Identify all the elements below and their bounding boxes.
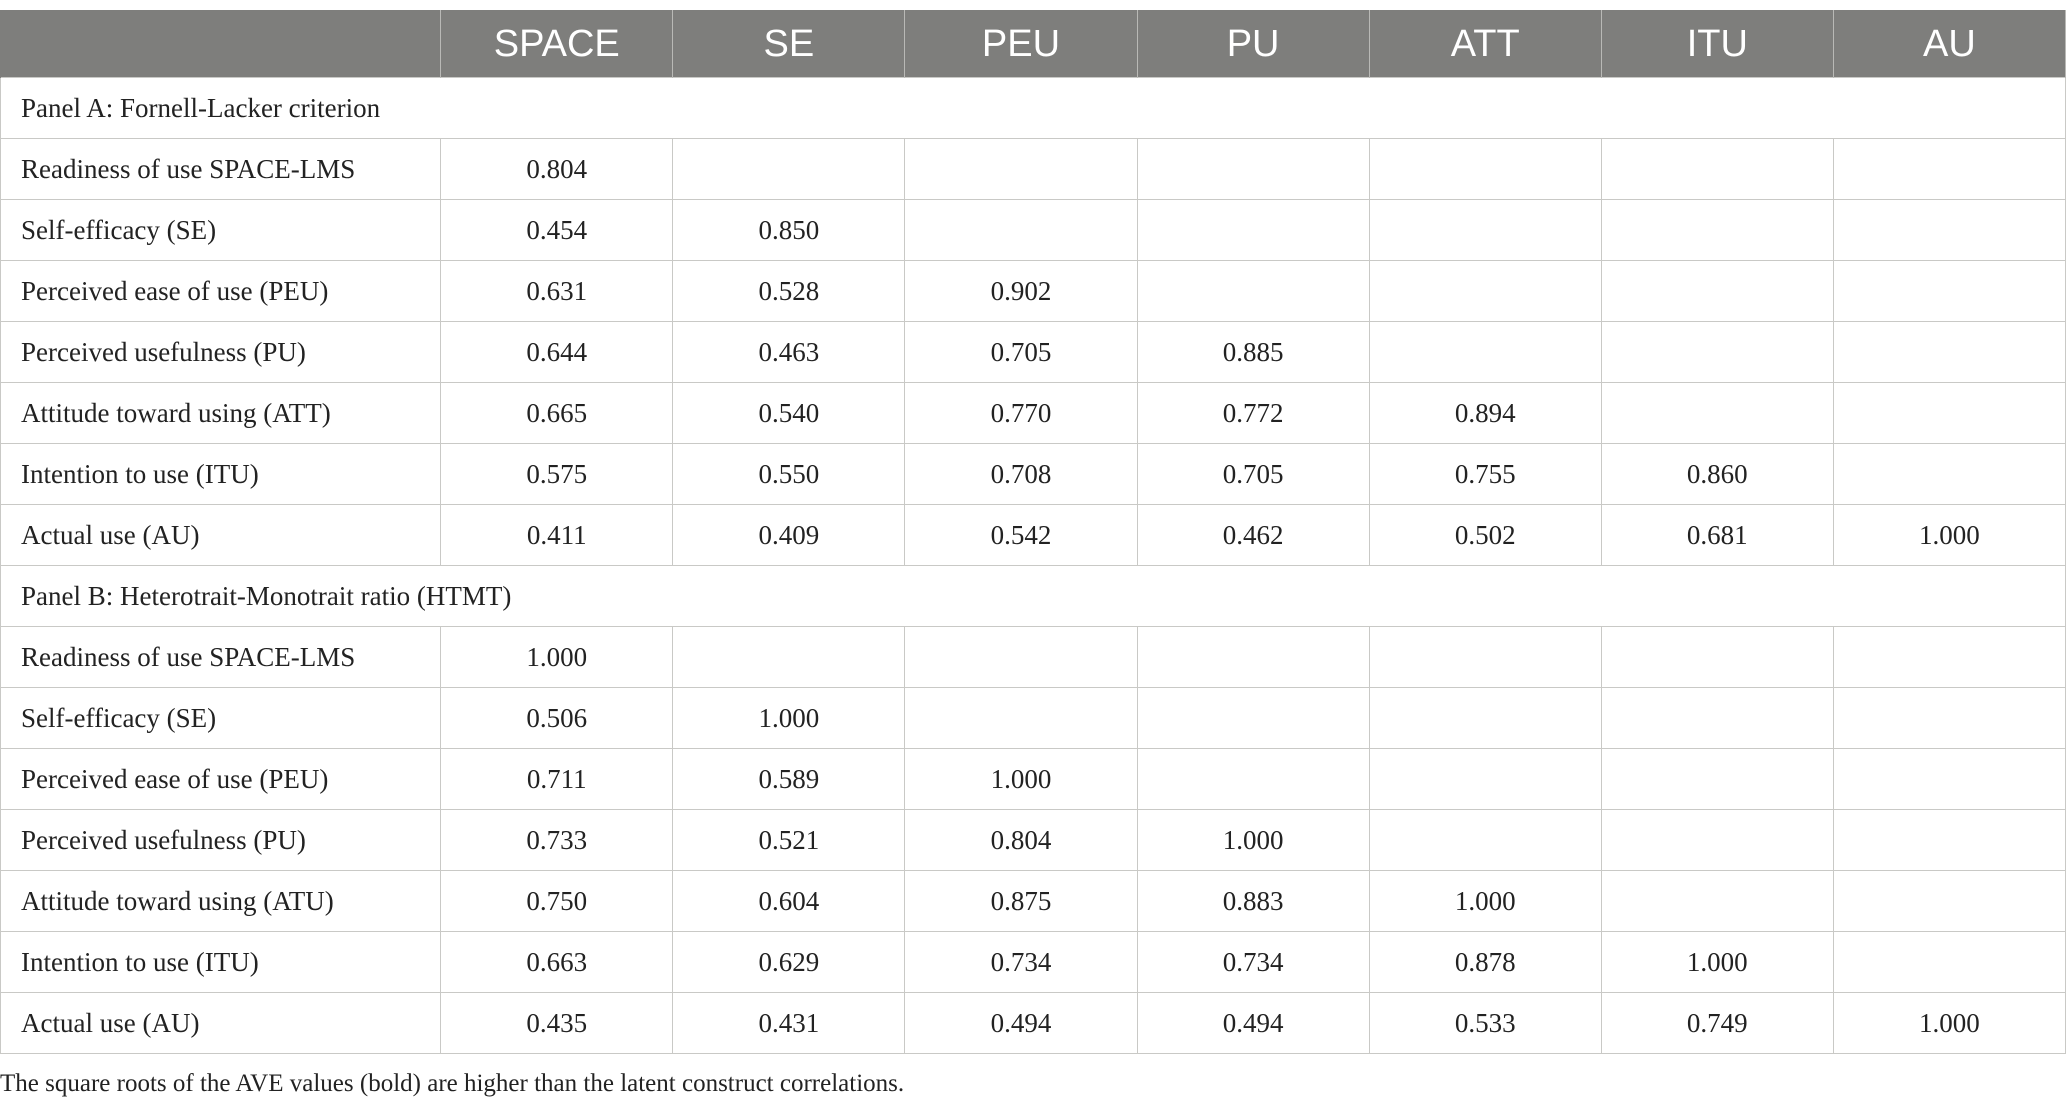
table-cell: 1.000 <box>673 688 905 749</box>
table-cell: 1.000 <box>905 749 1137 810</box>
table-cell: 0.435 <box>441 993 673 1054</box>
table-cell <box>1601 200 1833 261</box>
table-cell: 1.000 <box>1369 871 1601 932</box>
table-cell: 0.629 <box>673 932 905 993</box>
table-cell: 0.454 <box>441 200 673 261</box>
table-cell <box>1833 871 2065 932</box>
table-row <box>1 627 2066 688</box>
table-cell <box>1369 200 1601 261</box>
table-row <box>1 871 2066 932</box>
table-cell: 0.681 <box>1601 505 1833 566</box>
table-cell <box>1601 139 1833 200</box>
table-cell: 0.411 <box>441 505 673 566</box>
table-cell: 0.902 <box>905 261 1137 322</box>
table-cell: 0.494 <box>905 993 1137 1054</box>
table-cell: 1.000 <box>1833 505 2065 566</box>
table-row <box>1 688 2066 749</box>
table-cell: 0.533 <box>1369 993 1601 1054</box>
row-label: Attitude toward using (ATU) <box>1 871 441 932</box>
table-cell: 0.528 <box>673 261 905 322</box>
table-cell: 0.708 <box>905 444 1137 505</box>
table-cell: 0.734 <box>1137 932 1369 993</box>
table-cell: 0.463 <box>673 322 905 383</box>
row-label: Perceived usefulness (PU) <box>1 322 441 383</box>
table-cell <box>1137 200 1369 261</box>
table-cell <box>1369 322 1601 383</box>
table-cell <box>1137 139 1369 200</box>
panel-title: Panel B: Heterotrait-Monotrait ratio (HTMT) <box>1 566 2066 627</box>
panel-title: Panel A: Fornell-Lacker criterion <box>1 78 2066 139</box>
table-cell: 0.705 <box>905 322 1137 383</box>
row-label: Perceived ease of use (PEU) <box>1 261 441 322</box>
table-row <box>1 261 2066 322</box>
table-cell <box>1369 810 1601 871</box>
table-cell: 0.750 <box>441 871 673 932</box>
table-cell <box>905 627 1137 688</box>
header-cell-att: ATT <box>1369 11 1601 78</box>
table-cell: 0.431 <box>673 993 905 1054</box>
table-cell <box>1601 810 1833 871</box>
table-row <box>1 444 2066 505</box>
table-cell: 0.521 <box>673 810 905 871</box>
table-cell <box>1601 749 1833 810</box>
table-cell: 0.506 <box>441 688 673 749</box>
table-cell <box>1601 627 1833 688</box>
table-cell <box>1833 932 2065 993</box>
row-label: Self-efficacy (SE) <box>1 200 441 261</box>
table-cell: 0.502 <box>1369 505 1601 566</box>
header-cell-se: SE <box>673 11 905 78</box>
table-cell: 0.860 <box>1601 444 1833 505</box>
table-cell <box>905 200 1137 261</box>
table-cell <box>673 139 905 200</box>
table-row <box>1 505 2066 566</box>
table-cell <box>1833 627 2065 688</box>
header-cell-pu: PU <box>1137 11 1369 78</box>
row-label: Perceived usefulness (PU) <box>1 810 441 871</box>
table-cell <box>1601 261 1833 322</box>
table-cell <box>1601 383 1833 444</box>
table-cell <box>1601 322 1833 383</box>
header-cell-itu: ITU <box>1601 11 1833 78</box>
table-cell: 1.000 <box>1601 932 1833 993</box>
table-cell <box>1369 749 1601 810</box>
table-cell: 0.462 <box>1137 505 1369 566</box>
table-cell <box>1369 627 1601 688</box>
table-cell: 0.705 <box>1137 444 1369 505</box>
row-label: Readiness of use SPACE-LMS <box>1 627 441 688</box>
table-cell: 0.734 <box>905 932 1137 993</box>
table-cell: 0.733 <box>441 810 673 871</box>
table-cell: 0.542 <box>905 505 1137 566</box>
table-cell: 0.770 <box>905 383 1137 444</box>
table-cell: 0.755 <box>1369 444 1601 505</box>
table-cell: 1.000 <box>441 627 673 688</box>
table-cell <box>1369 688 1601 749</box>
table-cell <box>1833 383 2065 444</box>
table-cell <box>905 688 1137 749</box>
table-cell <box>1369 139 1601 200</box>
table-cell <box>1833 444 2065 505</box>
table-row <box>1 993 2066 1054</box>
table-cell: 1.000 <box>1833 993 2065 1054</box>
table-cell: 0.894 <box>1369 383 1601 444</box>
table-container <box>0 10 2067 1098</box>
table-footnote: The square roots of the AVE values (bold) are higher than the latent construct correlations. <box>0 1070 905 1097</box>
table-cell: 0.878 <box>1369 932 1601 993</box>
row-label: Intention to use (ITU) <box>1 932 441 993</box>
table-cell: 0.631 <box>441 261 673 322</box>
table-cell <box>1833 200 2065 261</box>
table-row <box>1 810 2066 871</box>
table-cell: 0.589 <box>673 749 905 810</box>
table-cell: 0.644 <box>441 322 673 383</box>
table-cell <box>1137 261 1369 322</box>
header-cell-space: SPACE <box>441 11 673 78</box>
table-row <box>1 139 2066 200</box>
table-cell: 0.885 <box>1137 322 1369 383</box>
table-cell <box>1369 261 1601 322</box>
table-cell: 0.665 <box>441 383 673 444</box>
panel-title-row <box>1 78 2066 139</box>
table-cell: 0.804 <box>441 139 673 200</box>
table-cell: 0.804 <box>905 810 1137 871</box>
table-cell: 0.575 <box>441 444 673 505</box>
header-cell-au: AU <box>1833 11 2065 78</box>
row-label: Self-efficacy (SE) <box>1 688 441 749</box>
table-row <box>1 322 2066 383</box>
table-cell <box>1833 688 2065 749</box>
table-row <box>1 932 2066 993</box>
table-cell: 0.409 <box>673 505 905 566</box>
table-cell: 0.540 <box>673 383 905 444</box>
table-cell: 0.875 <box>905 871 1137 932</box>
table-cell <box>1833 322 2065 383</box>
table-cell <box>1833 139 2065 200</box>
row-label: Actual use (AU) <box>1 505 441 566</box>
table-row <box>1 749 2066 810</box>
row-label: Readiness of use SPACE-LMS <box>1 139 441 200</box>
row-label: Perceived ease of use (PEU) <box>1 749 441 810</box>
table-cell: 0.494 <box>1137 993 1369 1054</box>
table-cell: 0.749 <box>1601 993 1833 1054</box>
table-cell <box>1833 749 2065 810</box>
header-cell-peu: PEU <box>905 11 1137 78</box>
table-cell <box>905 139 1137 200</box>
table-row <box>1 200 2066 261</box>
table-cell <box>1833 261 2065 322</box>
table-cell <box>673 627 905 688</box>
table-cell: 1.000 <box>1137 810 1369 871</box>
table-cell <box>1601 688 1833 749</box>
table-cell <box>1137 627 1369 688</box>
table-cell: 0.772 <box>1137 383 1369 444</box>
table-row <box>1 383 2066 444</box>
row-label: Actual use (AU) <box>1 993 441 1054</box>
row-label: Intention to use (ITU) <box>1 444 441 505</box>
table-cell: 0.711 <box>441 749 673 810</box>
panel-title-row <box>1 566 2066 627</box>
table-header-row <box>1 11 2066 78</box>
table-body <box>1 78 2066 1054</box>
table-cell <box>1137 688 1369 749</box>
row-label: Attitude toward using (ATT) <box>1 383 441 444</box>
table-cell: 0.663 <box>441 932 673 993</box>
correlation-table <box>0 10 2066 1054</box>
table-cell <box>1601 871 1833 932</box>
header-cell-blank <box>1 11 441 78</box>
table-cell: 0.550 <box>673 444 905 505</box>
table-cell <box>1833 810 2065 871</box>
table-cell <box>1137 749 1369 810</box>
table-cell: 0.604 <box>673 871 905 932</box>
table-cell: 0.850 <box>673 200 905 261</box>
table-cell: 0.883 <box>1137 871 1369 932</box>
